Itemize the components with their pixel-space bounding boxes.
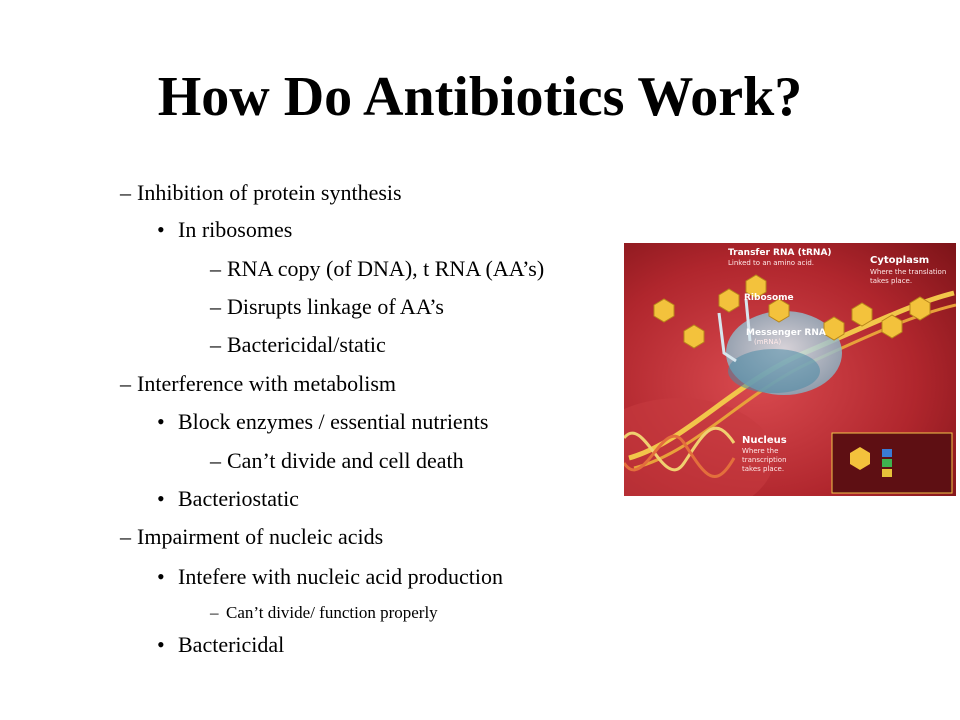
codon-base-3 <box>882 469 892 477</box>
dash-marker: – <box>210 256 221 281</box>
slide-title: How Do Antibiotics Work? <box>157 66 803 128</box>
label-cytoplasm: Cytoplasm <box>870 255 930 266</box>
label-nucleus-sub2: transcription <box>742 456 787 464</box>
codon-base-1 <box>882 449 892 457</box>
bullet-text: Bactericidal <box>178 632 285 657</box>
label-mrna: Messenger RNA <box>746 328 826 338</box>
bullet-text: Intefere with nucleic acid production <box>178 564 503 589</box>
bullet-text: Block enzymes / essential nutrients <box>178 409 489 434</box>
label-trna: Transfer RNA (tRNA) <box>728 248 832 258</box>
label-trna-sub: Linked to an amino acid. <box>728 259 815 267</box>
bullet-text: Bactericidal/static <box>227 332 386 357</box>
bullet-text: In ribosomes <box>178 217 293 242</box>
bullet-text: RNA copy (of DNA), t RNA (AA’s) <box>227 256 545 281</box>
label-nucleus: Nucleus <box>742 435 787 446</box>
dash-marker: – <box>120 180 131 205</box>
dot-marker: • <box>157 564 165 589</box>
bullet-text: Interference with metabolism <box>137 371 397 396</box>
dot-marker: • <box>157 409 165 434</box>
label-cytoplasm-sub2: takes place. <box>870 277 913 285</box>
bullet-text: Impairment of nucleic acids <box>137 524 384 549</box>
bullet-text: Inhibition of protein synthesis <box>137 180 402 205</box>
dash-marker: – <box>210 603 219 622</box>
label-mrna-sub: (mRNA) <box>754 338 782 346</box>
dot-marker: • <box>157 632 165 657</box>
bullet-text: Can’t divide and cell death <box>227 448 464 473</box>
dot-marker: • <box>157 217 165 242</box>
dot-marker: • <box>157 486 165 511</box>
codon-base-2 <box>882 459 892 467</box>
illustration-canvas <box>624 243 956 496</box>
dash-marker: – <box>210 448 221 473</box>
label-nucleus-sub3: takes place. <box>742 465 785 473</box>
ribosome-subunit <box>728 349 820 393</box>
bullet-text: Bacteriostatic <box>178 486 299 511</box>
dash-marker: – <box>210 294 221 319</box>
bullet-text: Disrupts linkage of AA’s <box>227 294 444 319</box>
bullet-text: Can’t divide/ function properly <box>226 603 438 622</box>
label-nucleus-sub1: Where the <box>742 447 779 455</box>
label-ribosome: Ribosome <box>744 293 794 303</box>
dash-marker: – <box>210 332 221 357</box>
dash-marker: – <box>120 524 131 549</box>
dash-marker: – <box>120 371 131 396</box>
protein-synthesis-illustration <box>624 243 956 496</box>
label-cytoplasm-sub1: Where the translation <box>870 268 947 276</box>
